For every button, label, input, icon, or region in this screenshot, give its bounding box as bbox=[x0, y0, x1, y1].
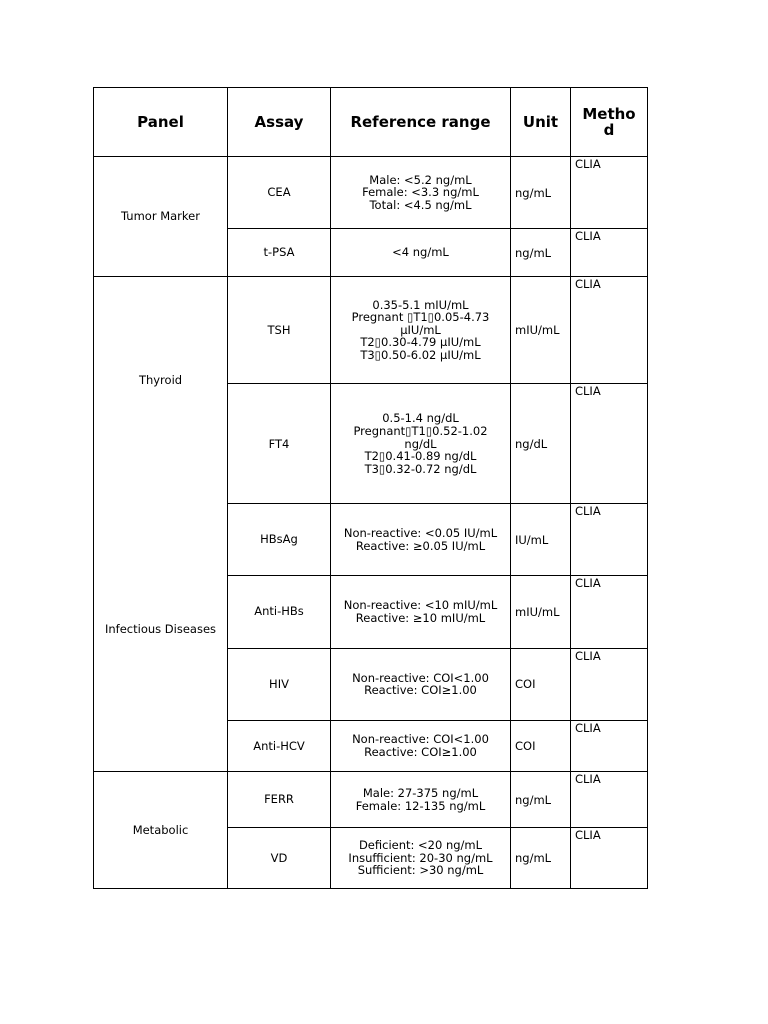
assay-cell: VD bbox=[228, 828, 331, 889]
unit-cell: mIU/mL bbox=[511, 277, 571, 384]
assay-cell: t-PSA bbox=[228, 229, 331, 277]
range-cell: Non-reactive: <10 mIU/mL Reactive: ≥10 mIU/mL bbox=[331, 575, 511, 648]
method-cell: CLIA bbox=[571, 277, 648, 384]
method-cell: CLIA bbox=[571, 648, 648, 720]
unit-cell: ng/mL bbox=[511, 157, 571, 229]
panel-tumor-marker: Tumor Marker bbox=[94, 157, 228, 277]
range-cell: Non-reactive: COI<1.00 Reactive: COI≥1.00 bbox=[331, 648, 511, 720]
range-cell: <4 ng/mL bbox=[331, 229, 511, 277]
unit-cell: COI bbox=[511, 720, 571, 771]
reference-range-table bbox=[93, 87, 648, 889]
range-cell: Male: <5.2 ng/mL Female: <3.3 ng/mL Total: <4.5 ng/mL bbox=[331, 157, 511, 229]
method-cell: CLIA bbox=[571, 384, 648, 504]
method-cell: CLIA bbox=[571, 720, 648, 771]
range-cell: Non-reactive: <0.05 IU/mL Reactive: ≥0.05 IU/mL bbox=[331, 504, 511, 575]
range-cell: Deficient: <20 ng/mL Insufficient: 20-30 ng/mL Sufficient: >30 ng/mL bbox=[331, 828, 511, 889]
panel-infectious-diseases: Infectious Diseases bbox=[104, 622, 217, 636]
header-reference-range: Reference range bbox=[331, 88, 511, 157]
range-cell: Non-reactive: COI<1.00 Reactive: COI≥1.00 bbox=[331, 720, 511, 771]
unit-cell: mIU/mL bbox=[511, 575, 571, 648]
table-row bbox=[94, 772, 648, 828]
method-cell: CLIA bbox=[571, 157, 648, 229]
method-cell: CLIA bbox=[571, 575, 648, 648]
assay-cell: HIV bbox=[228, 648, 331, 720]
assay-cell: HBsAg bbox=[228, 504, 331, 575]
unit-cell: IU/mL bbox=[511, 504, 571, 575]
assay-cell: CEA bbox=[228, 157, 331, 229]
panel-thyroid-infectious bbox=[94, 277, 228, 772]
panel-group bbox=[98, 277, 223, 771]
range-cell: Male: 27-375 ng/mL Female: 12-135 ng/mL bbox=[331, 772, 511, 828]
assay-cell: FT4 bbox=[228, 384, 331, 504]
method-cell: CLIA bbox=[571, 504, 648, 575]
unit-cell: ng/dL bbox=[511, 384, 571, 504]
unit-cell: ng/mL bbox=[511, 828, 571, 889]
method-cell: CLIA bbox=[571, 828, 648, 889]
method-cell: CLIA bbox=[571, 229, 648, 277]
panel-thyroid: Thyroid bbox=[138, 373, 183, 387]
unit-cell: COI bbox=[511, 648, 571, 720]
header-row bbox=[94, 88, 648, 157]
header-panel: Panel bbox=[94, 88, 228, 157]
header-unit: Unit bbox=[511, 88, 571, 157]
assay-cell: FERR bbox=[228, 772, 331, 828]
range-cell: 0.35-5.1 mIU/mL Pregnant ▯T1▯0.05-4.73 µIU/mL T2▯0.30-4.79 µIU/mL T3▯0.50-6.02 µIU/mL bbox=[331, 277, 511, 384]
range-cell: 0.5-1.4 ng/dL Pregnant▯T1▯0.52-1.02 ng/dL T2▯0.41-0.89 ng/dL T3▯0.32-0.72 ng/dL bbox=[331, 384, 511, 504]
table-row bbox=[94, 157, 648, 229]
unit-cell: ng/mL bbox=[511, 229, 571, 277]
assay-cell: Anti-HCV bbox=[228, 720, 331, 771]
header-method: Metho d bbox=[571, 88, 648, 157]
table-row bbox=[94, 277, 648, 384]
unit-cell: ng/mL bbox=[511, 772, 571, 828]
panel-metabolic: Metabolic bbox=[94, 772, 228, 889]
assay-cell: Anti-HBs bbox=[228, 575, 331, 648]
method-cell: CLIA bbox=[571, 772, 648, 828]
header-assay: Assay bbox=[228, 88, 331, 157]
assay-cell: TSH bbox=[228, 277, 331, 384]
